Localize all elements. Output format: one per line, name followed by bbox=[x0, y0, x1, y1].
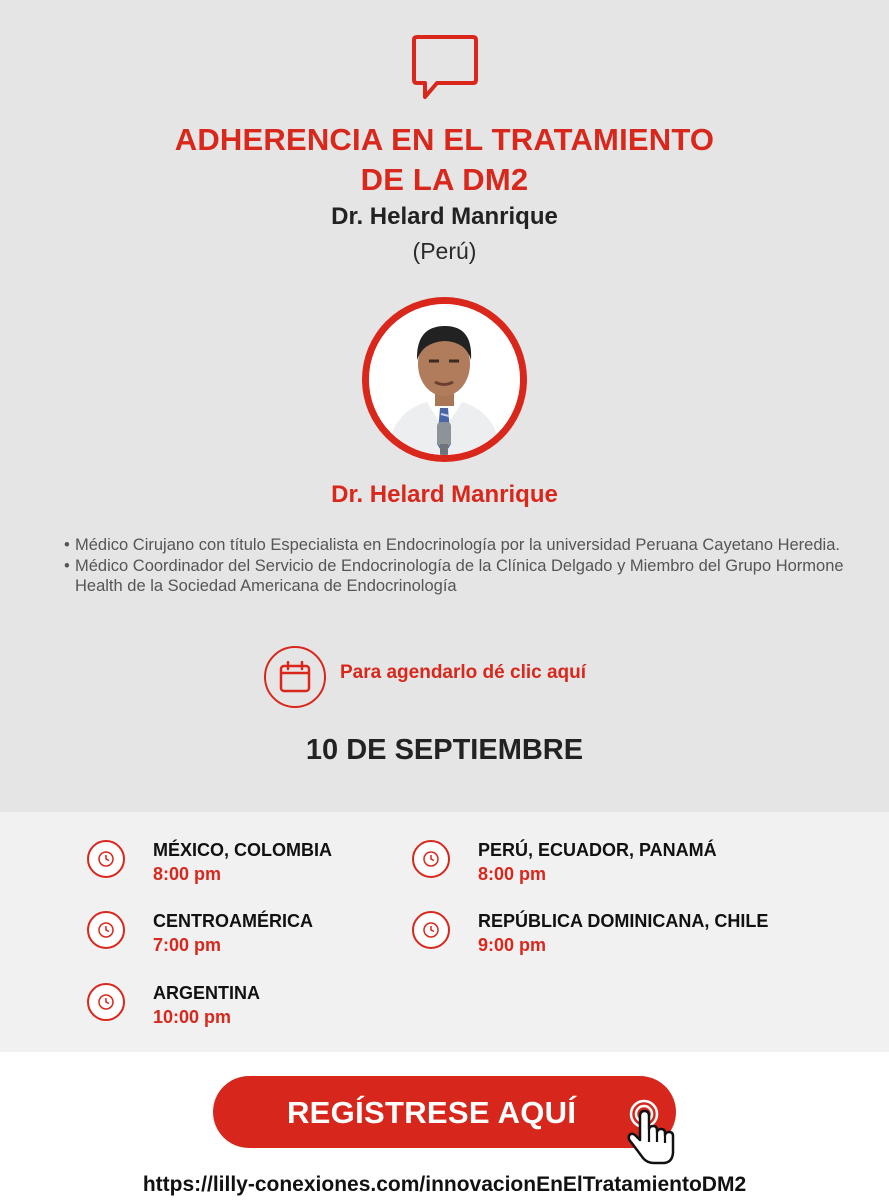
speaker-photo-frame bbox=[362, 297, 527, 462]
bio-speaker-name: Dr. Helard Manrique bbox=[331, 481, 558, 508]
registration-url-link[interactable]: https://lilly-conexiones.com/innovacionEnElTratamientoDM2 bbox=[142, 1173, 747, 1196]
schedule-time: 9:00 pm bbox=[478, 935, 547, 955]
speaker-country: (Perú) bbox=[412, 238, 477, 264]
schedule-region: MÉXICO, COLOMBIA bbox=[153, 840, 332, 860]
speaker-bio-list bbox=[64, 535, 844, 597]
clock-icon bbox=[87, 911, 125, 949]
schedule-region: CENTROAMÉRICA bbox=[153, 911, 313, 931]
speaker-name: Dr. Helard Manrique bbox=[331, 203, 558, 230]
bio-item: • Médico Cirujano con título Especialista en Endocrinología por la universidad Peruana Cayetano Heredia. bbox=[64, 535, 844, 555]
chat-bubble-icon bbox=[410, 33, 480, 101]
speaker-portrait-illustration bbox=[369, 304, 520, 455]
speaker-photo bbox=[369, 304, 520, 455]
schedule-region: REPÚBLICA DOMINICANA, CHILE bbox=[478, 911, 769, 931]
calendar-icon bbox=[279, 661, 311, 693]
schedule-region: PERÚ, ECUADOR, PANAMÁ bbox=[478, 840, 717, 860]
clock-icon bbox=[412, 911, 450, 949]
bio-item: • Médico Coordinador del Servicio de Endocrinología de la Clínica Delgado y Miembro del Grupo Hormone Health de la Sociedad Americana de Endocrinología bbox=[64, 556, 844, 596]
event-title-line-2: DE LA DM2 bbox=[360, 162, 529, 197]
schedule-time: 8:00 pm bbox=[153, 864, 222, 884]
clock-icon bbox=[87, 983, 125, 1021]
event-title-line-1: ADHERENCIA EN EL TRATAMIENTO bbox=[174, 122, 715, 157]
clock-icon bbox=[87, 840, 125, 878]
schedule-region: ARGENTINA bbox=[153, 983, 260, 1003]
schedule-time: 10:00 pm bbox=[153, 1007, 232, 1027]
clock-icon bbox=[412, 840, 450, 878]
add-to-calendar-link[interactable]: Para agendarlo dé clic aquí bbox=[340, 662, 587, 683]
register-button[interactable] bbox=[213, 1076, 676, 1148]
pointer-hand-icon bbox=[623, 1098, 679, 1166]
event-date: 10 DE SEPTIEMBRE bbox=[305, 734, 584, 766]
schedule-time: 8:00 pm bbox=[478, 864, 547, 884]
add-to-calendar-button[interactable] bbox=[264, 646, 326, 708]
schedule-panel bbox=[0, 812, 889, 1052]
schedule-time: 7:00 pm bbox=[153, 935, 222, 955]
register-button-label: REGÍSTRESE AQUÍ bbox=[287, 1095, 577, 1130]
